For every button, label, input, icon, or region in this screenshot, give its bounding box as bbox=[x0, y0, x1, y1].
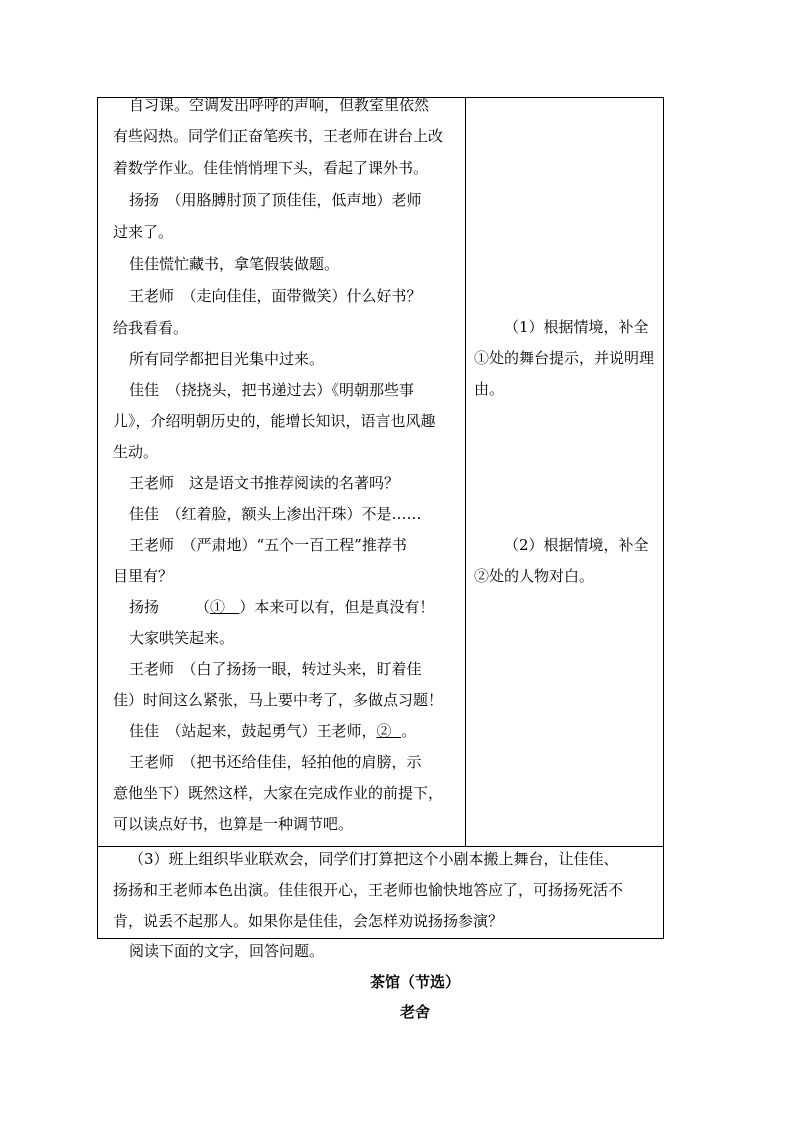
question-2-line: （2）根据情境，补全 bbox=[504, 536, 649, 554]
question-1-line: 由。 bbox=[474, 380, 505, 398]
script-line: 佳佳 （红着脸，额头上渗出汗珠）不是…… bbox=[129, 505, 422, 523]
passage-title: 茶馆（节选） bbox=[369, 973, 460, 991]
script-line: 过来了。 bbox=[113, 223, 174, 241]
blank-2-prefix: 佳佳 （站起来，鼓起勇气）王老师， bbox=[129, 722, 377, 740]
script-line: 王老师 这是语文书推荐阅读的名著吗？ bbox=[129, 474, 400, 492]
script-line: 自习课。空调发出呼呼的声响，但教室里依然 bbox=[129, 96, 430, 114]
blank-1-underline bbox=[225, 598, 239, 616]
script-line: 王老师 （走向佳佳，面带微笑）什么好书？ bbox=[129, 287, 422, 305]
script-line: 儿》，介绍明朝历史的，能增长知识，语言也风趣 bbox=[113, 412, 436, 430]
column-divider bbox=[465, 97, 466, 846]
script-line: 意他坐下）既然这样，大家在完成作业的前提下， bbox=[113, 784, 444, 802]
blank-1-text: ）本来可以有，但是真没有！ bbox=[239, 598, 435, 616]
blank-1-mark: ① bbox=[210, 598, 226, 616]
question-1-line: ①处的舞台提示，并说明理 bbox=[474, 349, 655, 367]
blank-2-line bbox=[129, 724, 416, 739]
script-line: 佳）时间这么紧张，马上要中考了，多做点习题！ bbox=[113, 691, 444, 709]
question-3-line: （3）班上组织毕业联欢会，同学们打算把这个小剧本搬上舞台，让佳佳、 bbox=[129, 850, 619, 868]
script-line: 王老师 （把书还给佳佳，轻拍他的肩膀，示 bbox=[129, 753, 422, 771]
speaker-label: 扬扬 bbox=[129, 598, 160, 616]
paren-open: （ bbox=[195, 598, 211, 616]
script-line: 王老师 （白了扬扬一眼，转过头来，盯着佳 bbox=[129, 660, 422, 678]
script-line: 佳佳慌忙藏书，拿笔假装做题。 bbox=[129, 255, 340, 273]
question-1-line: （1）根据情境，补全 bbox=[504, 318, 649, 336]
script-line: 有些闷热。同学们正奋笔疾书，王老师在讲台上改 bbox=[113, 127, 444, 145]
script-line: 大家哄笑起来。 bbox=[129, 629, 235, 647]
script-line: 着数学作业。佳佳悄悄埋下头，看起了课外书。 bbox=[113, 159, 429, 177]
script-line: 扬扬 （用胳膊肘顶了顶佳佳，低声地）老师 bbox=[129, 191, 422, 209]
script-line: 佳佳 （挠挠头，把书递过去）《明朝那些事 bbox=[129, 381, 415, 399]
script-line: 给我看看。 bbox=[113, 319, 189, 337]
question-2-line: ②处的人物对白。 bbox=[474, 567, 595, 585]
script-line: 王老师 （严肃地）“五个一百工程”推荐书 bbox=[129, 536, 407, 554]
script-line: 目里有？ bbox=[113, 567, 174, 585]
blank-2-mark: ② bbox=[376, 722, 392, 740]
row-divider bbox=[97, 846, 664, 847]
blank-1-line bbox=[129, 600, 434, 615]
blank-2-suffix: 。 bbox=[401, 722, 417, 740]
question-3-line: 肯，说丢不起那人。如果你是佳佳，会怎样劝说扬扬参演？ bbox=[113, 912, 504, 930]
blank-2-underline bbox=[392, 722, 402, 740]
reading-instruction: 阅读下面的文字，回答问题。 bbox=[129, 942, 325, 960]
script-line: 可以读点好书，也算是一种调节吧。 bbox=[113, 815, 354, 833]
question-3-line: 扬扬和王老师本色出演。佳佳很开心，王老师也愉快地答应了，可扬扬死活不 bbox=[113, 881, 624, 899]
script-line: 生动。 bbox=[113, 443, 159, 461]
script-line: 所有同学都把目光集中过来。 bbox=[129, 350, 325, 368]
passage-author: 老舍 bbox=[399, 1003, 430, 1021]
